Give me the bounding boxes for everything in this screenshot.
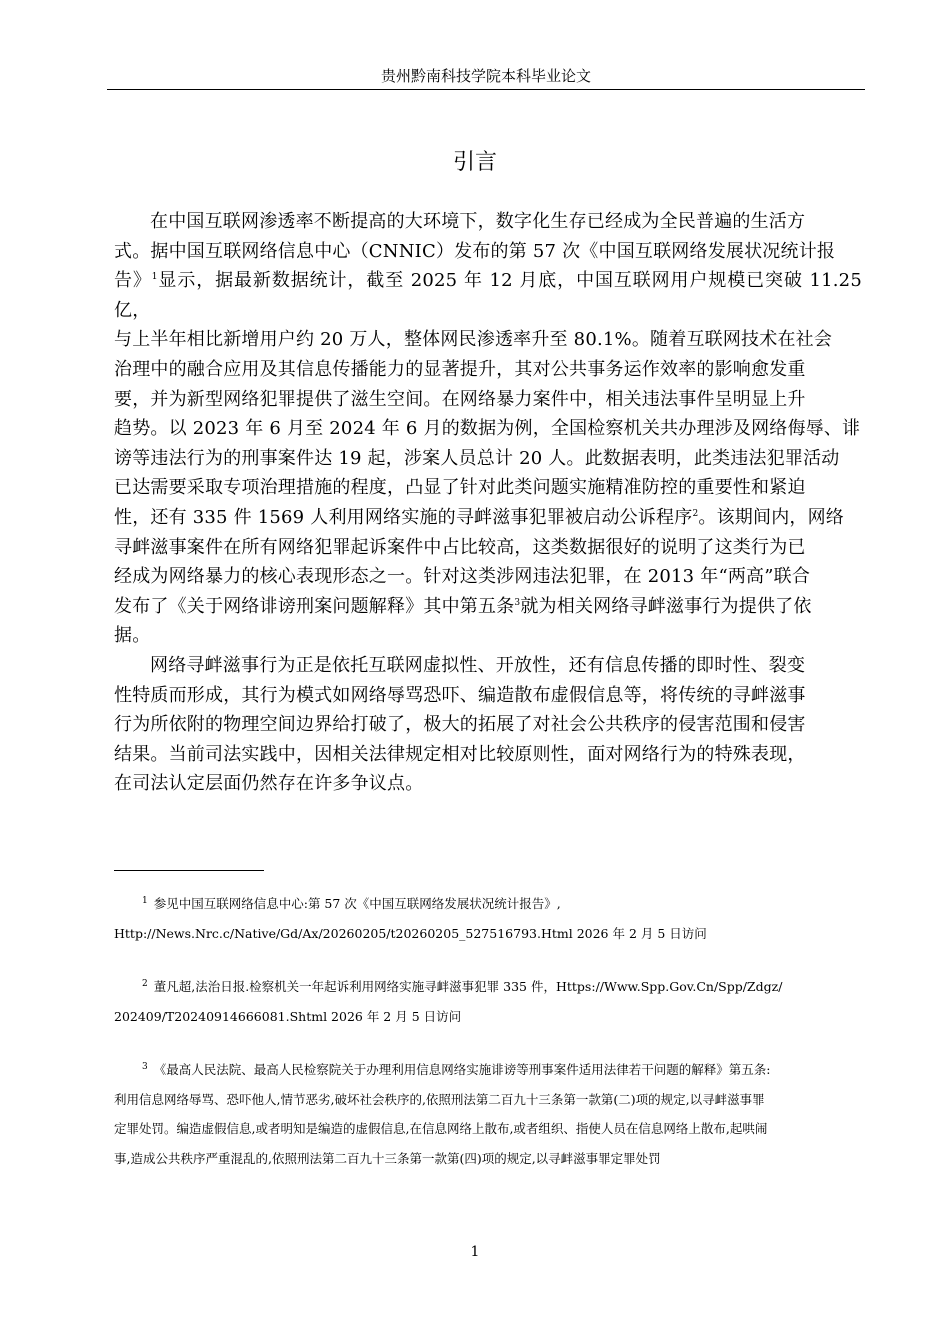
text-line: 行为所依附的物理空间边界给打破了，极大的拓展了对社会公共秩序的侵害范围和侵害: [114, 714, 806, 736]
text-line: 在司法认定层面仍然存在许多争议点。: [114, 773, 424, 795]
text-line: [114, 592, 862, 622]
text-line: 已达需要采取专项治理措施的程度，凸显了针对此类问题实施精准防控的重要性和紧迫: [114, 477, 806, 499]
text-run: 发布了《关于网络诽谤刑案问题解释》其中第五条: [114, 595, 515, 617]
text-line: 网络寻衅滋事行为正是依托互联网虚拟性、开放性，还有信息传播的即时性、裂变: [150, 654, 806, 676]
footnote-ref-1[interactable]: 1: [151, 272, 158, 283]
footnote-link[interactable]: Http://News.Nrc.c/Native/Gd/Ax/20260205/t20260205_527516793.Html 2026 年 2 月 5 日访问: [114, 925, 707, 941]
text-line: [114, 266, 862, 325]
footnote-line: [114, 1055, 862, 1085]
footnote-3: [114, 1055, 862, 1173]
text-line: 趋势。以 2023 年 6 月至 2024 年 6 月的数据为例，全国检察机关共办理涉及网络侮辱、诽: [114, 418, 861, 440]
text-line: 在中国互联网渗透率不断提高的大环境下，数字化生存已经成为全民普遍的生活方: [150, 211, 806, 232]
text-line: 结果。当前司法实践中，因相关法律规定相对比较原则性，面对网络行为的特殊表现，: [114, 743, 806, 765]
page-number: 1: [470, 1244, 480, 1260]
paragraph-1: [114, 207, 862, 651]
text-run: 性，还有 335 件 1569 人利用网络实施的寻衅滋事犯罪被启动公诉程序: [114, 506, 693, 528]
text-line: [114, 503, 862, 533]
text-line: 据。: [114, 625, 151, 647]
footnote-ref-2[interactable]: 2: [692, 508, 699, 519]
running-header: 贵州黔南科技学院本科毕业论文: [380, 67, 591, 85]
text-line: 经成为网络暴力的核心表现形态之一。针对这类涉网违法犯罪，在 2013 年“两高”联合: [114, 566, 811, 588]
text-line: 治理中的融合应用及其信息传播能力的显著提升，其对公共事务运作效率的影响愈发重: [114, 358, 806, 380]
text-run: 就为相关网络寻衅滋事行为提供了依: [520, 595, 812, 617]
footnote-1: [114, 889, 862, 948]
footnote-separator: [114, 870, 264, 871]
footnote-number: 3: [142, 1062, 148, 1072]
text-run: 告》: [114, 270, 152, 292]
footnote-text: 事,造成公共秩序严重混乱的,依照刑法第二百九十三条第一款第(四)项的规定,以寻衅滋事罪定罪处罚: [114, 1150, 661, 1166]
footnote-line: [114, 972, 862, 1002]
section-title: 引言: [452, 150, 497, 175]
paragraph-2: [114, 651, 862, 799]
footnote-text[interactable]: 董凡超,法治日报.检察机关一年起诉利用网络实施寻衅滋事犯罪 335 件，Https://Www.Spp.Gov.Cn/Spp/Zdgz/: [153, 979, 783, 994]
footnote-ref-3[interactable]: 3: [514, 597, 521, 608]
footnote-text: 定罪处罚。编造虚假信息,或者明知是编造的虚假信息,在信息网络上散布,或者组织、指使人员在信息网络上散布,起哄闹: [114, 1121, 768, 1136]
footnotes: [114, 889, 862, 1197]
body-text: [114, 207, 862, 799]
footnote-number: 2: [142, 979, 148, 989]
text-line: 要，并为新型网络犯罪提供了滋生空间。在网络暴力案件中，相关违法事件呈明显上升: [114, 388, 806, 410]
text-line: 寻衅滋事案件在所有网络犯罪起诉案件中占比较高，这类数据很好的说明了这类行为已: [114, 536, 806, 558]
text-line: 与上半年相比新增用户约 20 万人，整体网民渗透率升至 80.1%。随着互联网技术在社会: [114, 329, 833, 351]
footnote-text: 参见中国互联网络信息中心:第 57 次《中国互联网络发展状况统计报告》,: [153, 896, 561, 911]
footnote-2: [114, 972, 862, 1031]
footnote-line: [114, 889, 862, 919]
text-line: 性特质而形成，其行为模式如网络辱骂恐吓、编造散布虚假信息等，将传统的寻衅滋事: [114, 684, 806, 706]
text-run: 。该期间内，网络: [698, 506, 844, 528]
text-line: 谤等违法行为的刑事案件达 19 起，涉案人员总计 20 人。此数据表明，此类违法犯罪活动: [114, 447, 840, 469]
header-rule: [107, 89, 865, 90]
footnote-number: 1: [142, 896, 148, 906]
footnote-link[interactable]: 202409/T20240914666081.Shtml 2026 年 2 月 5 日访问: [114, 1008, 462, 1024]
footnote-text: 《最高人民法院、最高人民检察院关于办理利用信息网络实施诽谤等刑事案件适用法律若干问题的解释》第五条:: [153, 1062, 771, 1077]
footnote-text: 利用信息网络辱骂、恐吓他人,情节恶劣,破坏社会秩序的,依照刑法第二百九十三条第一款第(二)项的规定,以寻衅滋事罪: [114, 1091, 765, 1107]
text-run: 显示，据最新数据统计，截至 2025 年 12 月底，中国互联网用户规模已突破 11.25 亿，: [114, 270, 862, 321]
text-line: 式。据中国互联网络信息中心（CNNIC）发布的第 57 次《中国互联网络发展状况统计报: [114, 240, 836, 262]
